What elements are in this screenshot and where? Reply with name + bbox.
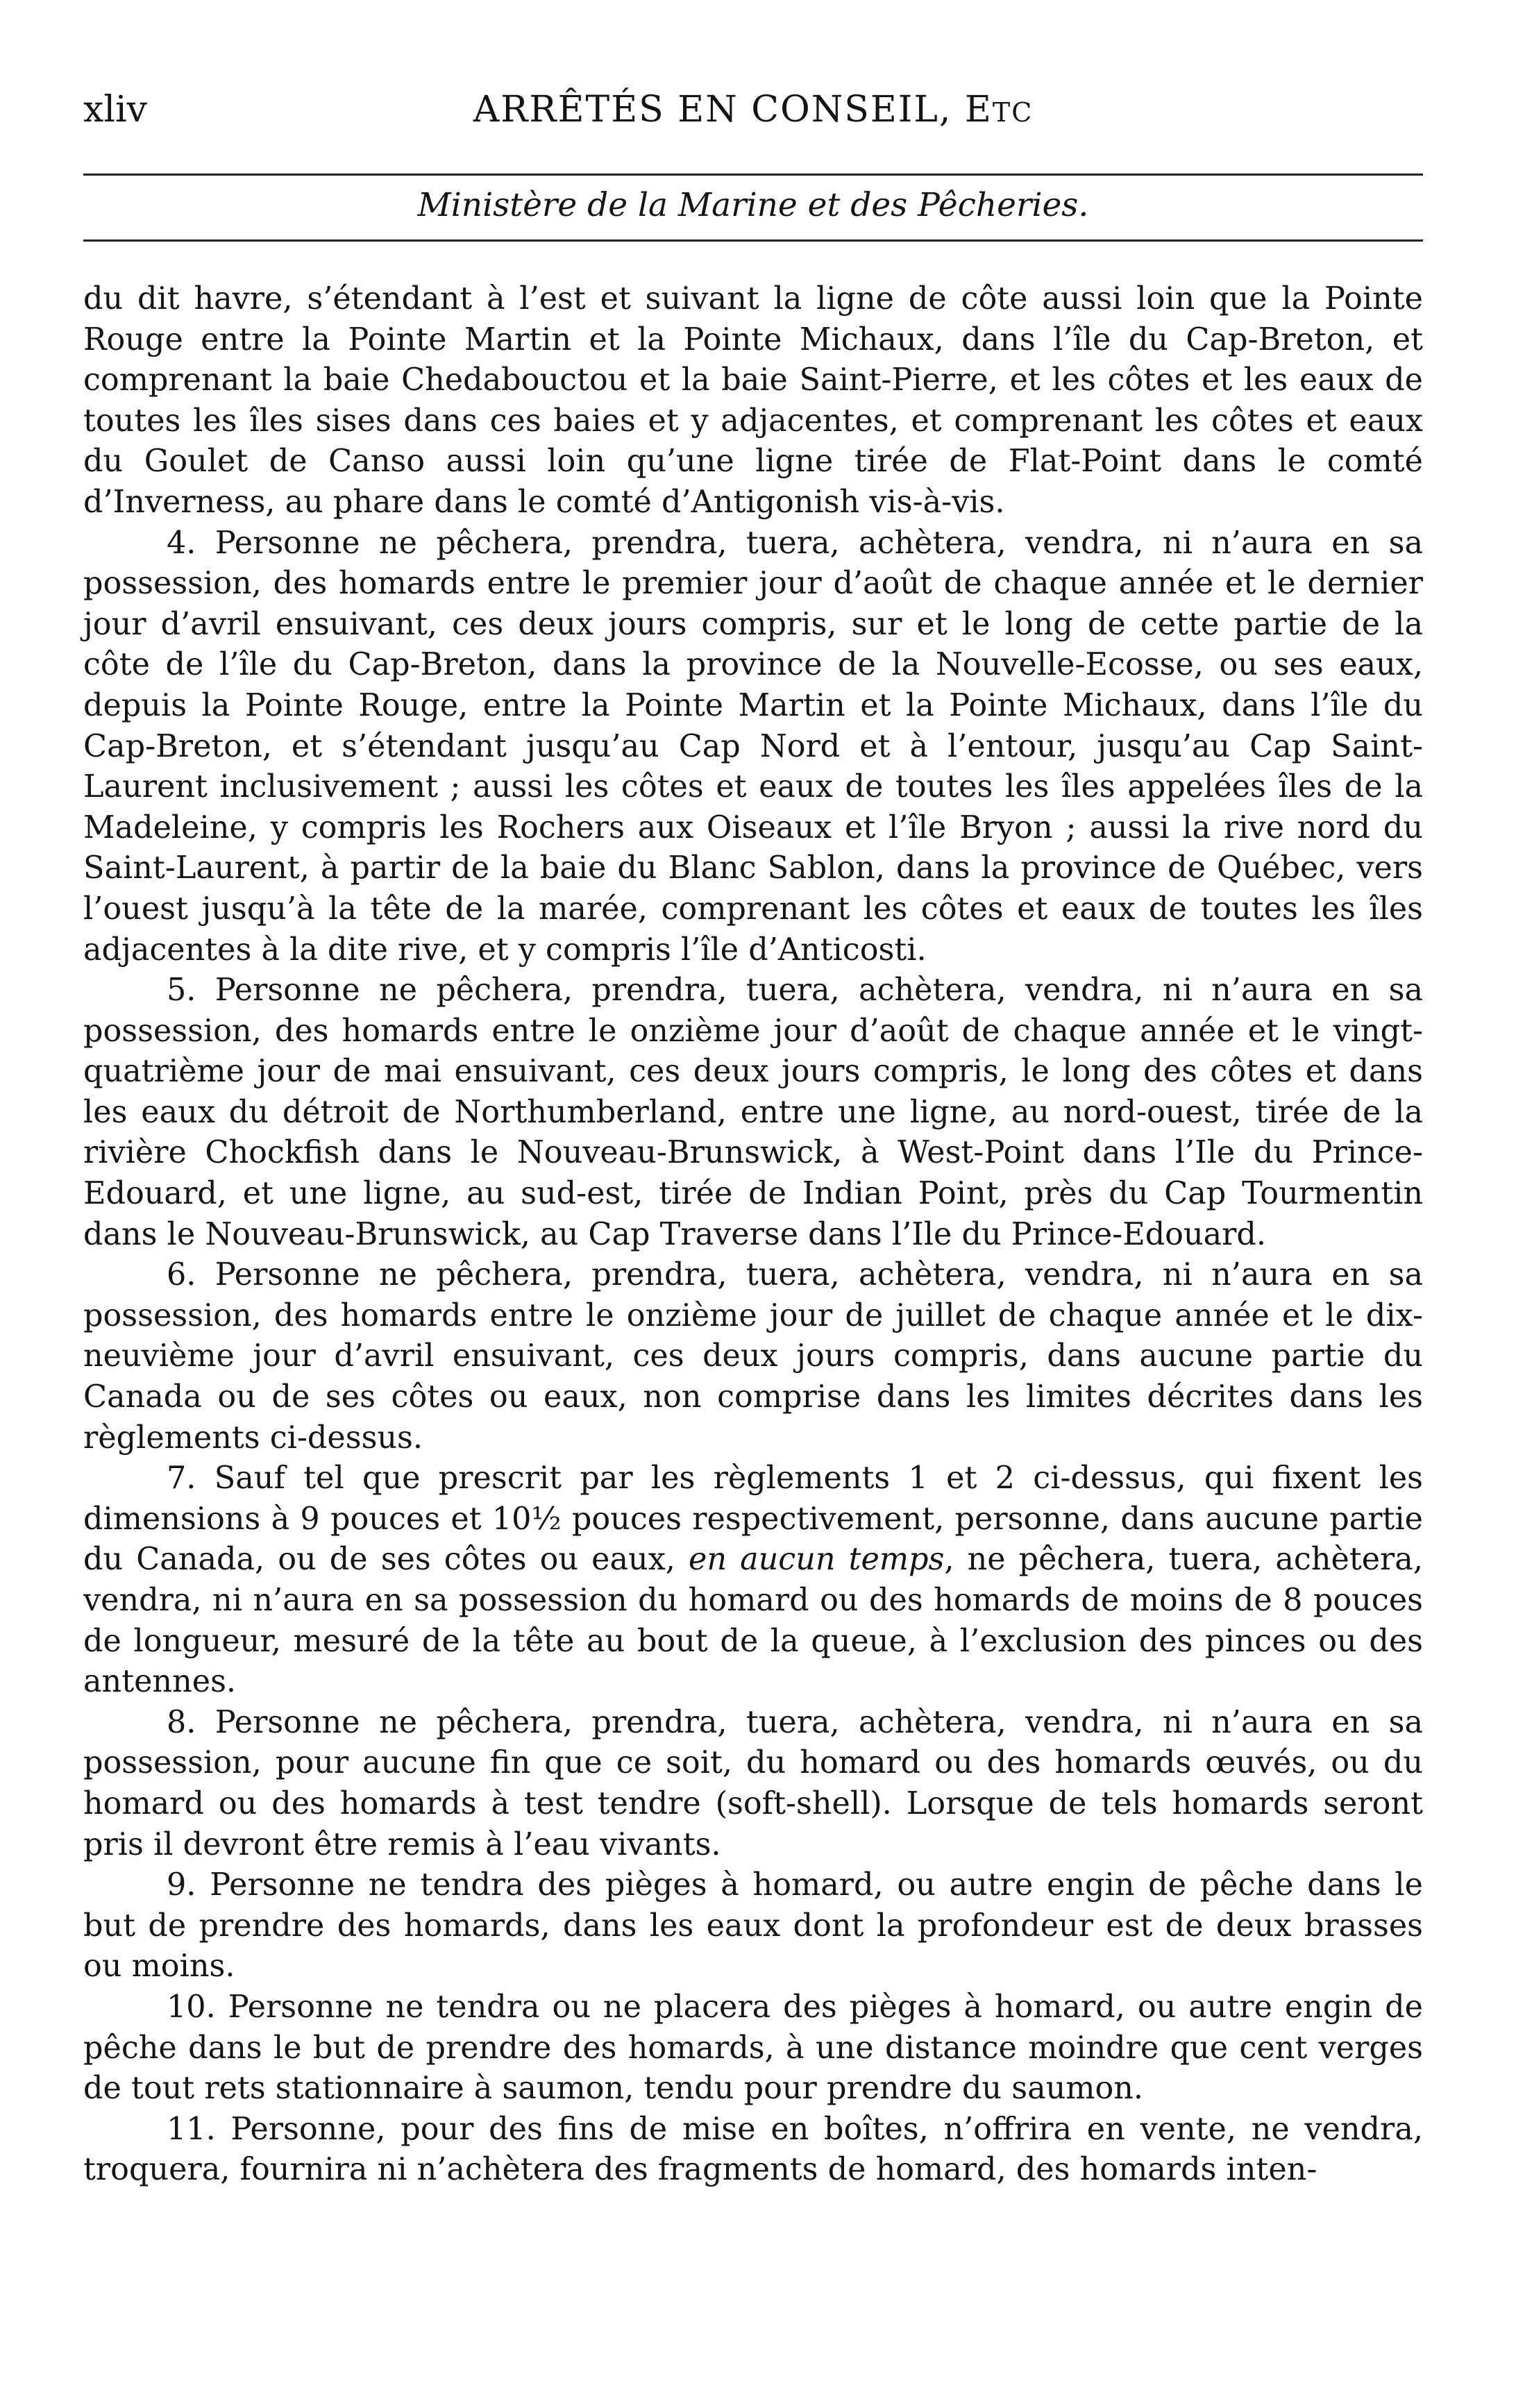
paragraph-7-before: 7. Sauf tel que prescrit par les règlements 1 et 2 ci-dessus, qui fixent les dimensions à 9 pouces et 10½ pouces respectivement, personne, dans aucune partie du Canada, ou de ses côtes ou eaux, — [83, 1460, 1423, 1578]
header-rule-top — [83, 174, 1423, 176]
running-title-small-caps: TC — [992, 97, 1034, 128]
running-title — [83, 89, 1423, 130]
paragraph-6: 6. Personne ne pêchera, prendra, tuera, achètera, vendra, ni n’aura en sa possession, des homards entre le onzième jour de juillet de chaque année et le dix-neuvième jour d’avril ensuivant, ces deux jours compris, dans aucune partie du Canada ou de ses côtes ou eaux, non comprise dans les limites décrites dans les règlements ci-dessus. — [83, 1257, 1423, 1456]
paragraph-7-after: , ne pêchera, tuera, achètera, vendra, ni n’aura en sa possession du homard ou des homards de moins de 8 pouces de longueur, mesuré de la tête au bout de la queue, à l’exclusion des pinces ou des antennes. — [83, 1542, 1423, 1700]
body-text — [83, 279, 1423, 2191]
paragraph-7-italic: en aucun temps — [689, 1542, 945, 1578]
paragraph-8: 8. Personne ne pêchera, prendra, tuera, achètera, vendra, ni n’aura en sa possession, pour aucune fin que ce soit, du homard ou des homards œuvés, ou du homard ou des homards à test tendre (soft-shell). Lorsque de tels homards seront pris il devront être remis à l’eau vivants. — [83, 1704, 1423, 1862]
paragraph-11: 11. Personne, pour des fins de mise en boîtes, n’offrira en vente, ne vendra, troquera, fournira ni n’achètera des fragments de homard, des homards inten- — [83, 2111, 1423, 2188]
paragraph-4: 4. Personne ne pêchera, prendra, tuera, achètera, vendra, ni n’aura en sa possession, des homards entre le premier jour d’août de chaque année et le dernier jour d’avril ensuivant, ces deux jours compris, sur et le long de cette partie de la côte de l’île du Cap-Breton, dans la province de la Nouvelle-Ecosse, ou ses eaux, depuis la Pointe Rouge, entre la Pointe Martin et la Pointe Michaux, dans l’île du Cap-Breton, et s’étendant jusqu’au Cap Nord et à l’entour, jusqu’au Cap Saint-Laurent inclusivement ; aussi les côtes et eaux de toutes les îles appelées îles de la Madeleine, y compris les Rochers aux Oiseaux et l’île Bryon ; aussi la rive nord du Saint-Laurent, à partir de la baie du Blanc Sablon, dans la province de Québec, vers l’ouest jusqu’à la tête de la marée, comprenant les côtes et eaux de toutes les îles adjacentes à la dite rive, et y compris l’île d’Anticosti. — [83, 525, 1423, 968]
running-title-main: ARRÊTÉS EN CONSEIL, E — [473, 89, 993, 130]
page-number: xliv — [83, 89, 147, 130]
paragraph-7 — [83, 1458, 1423, 1703]
paragraph-9: 9. Personne ne tendra des pièges à homard, ou autre engin de pêche dans le but de prendre des homards, dans les eaux dont la profondeur est de deux brasses ou moins. — [83, 1867, 1423, 1985]
header-rule-bottom — [83, 239, 1423, 242]
document-page — [83, 0, 1423, 2408]
running-head — [83, 89, 1423, 137]
paragraph-10: 10. Personne ne tendra ou ne placera des pièges à homard, ou autre engin de pêche dans le but de prendre des homards, à une distance moindre que cent verges de tout rets stationnaire à saumon, tendu pour prendre du saumon. — [83, 1989, 1423, 2107]
section-heading: Ministère de la Marine et des Pêcheries. — [417, 186, 1089, 224]
paragraph-5: 5. Personne ne pêchera, prendra, tuera, achètera, vendra, ni n’aura en sa possession, des homards entre le onzième jour d’août de chaque année et le vingt-quatrième jour de mai ensuivant, ces deux jours compris, le long des côtes et dans les eaux du détroit de Northumberland, entre une ligne, au nord-ouest, tirée de la rivière Chockfish dans le Nouveau-Brunswick, à West-Point dans l’Ile du Prince-Edouard, et une ligne, au sud-est, tirée de Indian Point, près du Cap Tourmentin dans le Nouveau-Brunswick, au Cap Traverse dans l’Ile du Prince-Edouard. — [83, 973, 1423, 1252]
paragraph-continuation: du dit havre, s’étendant à l’est et suivant la ligne de côte aussi loin que la Pointe Rouge entre la Pointe Martin et la Pointe Michaux, dans l’île du Cap-Breton, et comprenant la baie Chedabouctou et la baie Saint-Pierre, et les côtes et les eaux de toutes les îles sises dans ces baies et y adjacentes, et comprenant les côtes et eaux du Goulet de Canso aussi loin qu’une ligne tirée de Flat-Point dans le comté d’Inverness, au phare dans le comté d’Antigonish vis-à-vis. — [83, 281, 1423, 520]
